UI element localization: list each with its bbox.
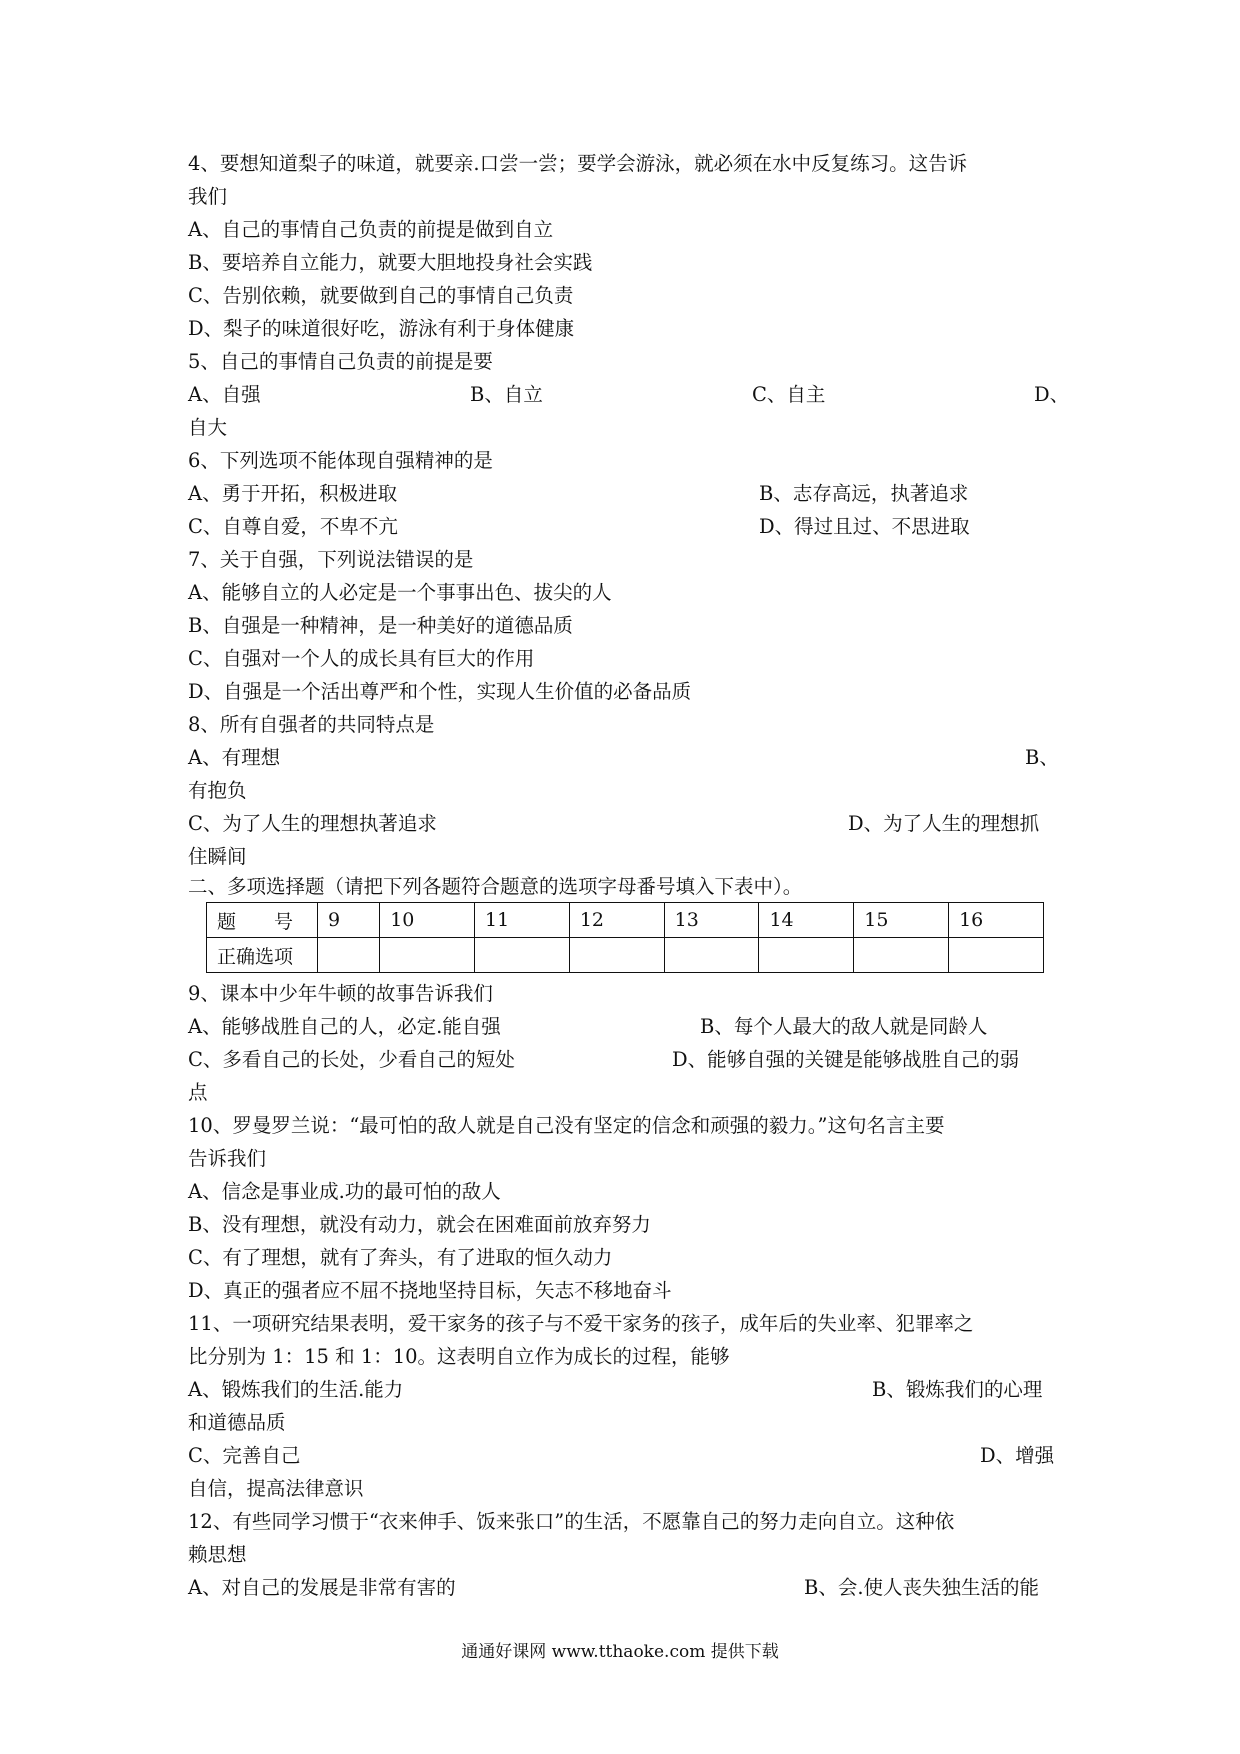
question-number-cell: 9: [318, 903, 380, 938]
q9-option-a: A、能够战胜自己的人，必定.能自强: [188, 1015, 501, 1038]
q7-option-a: A、能够自立的人必定是一个事事出色、拔尖的人: [188, 581, 612, 604]
q10-stem-line2: 告诉我们: [188, 1147, 267, 1170]
answer-table: [206, 902, 1044, 973]
q12-option-a: A、对自己的发展是非常有害的: [188, 1576, 456, 1599]
q5-option-d-text: 自大: [188, 416, 228, 439]
q8-stem: 8、所有自强者的共同特点是: [188, 713, 435, 736]
q8-option-d-part1: D、为了人生的理想抓: [848, 812, 1040, 835]
q11-option-d-part1: D、增强: [980, 1444, 1055, 1467]
q8-option-b-label: B、: [1025, 746, 1059, 769]
q11-option-c: C、完善自己: [188, 1444, 301, 1467]
question-number-cell: 10: [380, 903, 475, 938]
q6-stem: 6、下列选项不能体现自强精神的是: [188, 449, 493, 472]
q10-option-a: A、信念是事业成.功的最可怕的敌人: [188, 1180, 501, 1203]
question-number-label: 题 号: [207, 903, 318, 938]
q5-option-d-label: D、: [1034, 383, 1070, 406]
question-number-cell: 14: [759, 903, 854, 938]
answer-blank-cell[interactable]: [664, 938, 759, 973]
q11-option-a: A、锻炼我们的生活.能力: [188, 1378, 404, 1401]
q11-stem-line2: 比分别为 1：15 和 1：10。这表明自立作为成长的过程，能够: [188, 1345, 730, 1368]
question-number-cell: 12: [569, 903, 664, 938]
question-number-cell: 15: [854, 903, 949, 938]
q8-option-c: C、为了人生的理想执著追求: [188, 812, 437, 835]
q10-option-b: B、没有理想，就没有动力，就会在困难面前放弃努力: [188, 1213, 651, 1236]
question-number-cell: 11: [475, 903, 570, 938]
section2-heading: 二、多项选择题（请把下列各题符合题意的选项字母番号填入下表中）。: [188, 875, 803, 898]
q8-option-b-text: 有抱负: [188, 779, 247, 802]
q6-option-d: D、得过且过、不思进取: [759, 515, 970, 538]
q9-option-d-part1: D、能够自强的关键是能够战胜自己的弱: [672, 1048, 1020, 1071]
q11-option-b-part1: B、锻炼我们的心理: [872, 1378, 1043, 1401]
q5-option-a: A、自强: [188, 383, 261, 406]
q10-option-c: C、有了理想，就有了奔头，有了进取的恒久动力: [188, 1246, 613, 1269]
answer-blank-cell[interactable]: [759, 938, 854, 973]
answer-blank-cell[interactable]: [475, 938, 570, 973]
q11-option-d-part2: 自信，提高法律意识: [188, 1477, 364, 1500]
q9-option-b: B、每个人最大的敌人就是同龄人: [700, 1015, 988, 1038]
correct-option-label: 正确选项: [207, 938, 318, 973]
q5-option-b: B、自立: [470, 383, 543, 406]
answer-table-header-row: [207, 903, 1044, 938]
q6-option-c: C、自尊自爱，不卑不亢: [188, 515, 398, 538]
q4-stem-line1: 4、要想知道梨子的味道，就要亲.口尝一尝；要学会游泳，就必须在水中反复练习。这告诉: [188, 152, 968, 175]
answer-blank-cell[interactable]: [380, 938, 475, 973]
q8-option-d-part2: 住瞬间: [188, 845, 247, 868]
q9-option-d-part2: 点: [188, 1081, 208, 1104]
q4-option-a: A、自己的事情自己负责的前提是做到自立: [188, 218, 554, 241]
q10-stem-line1: 10、罗曼罗兰说：“最可怕的敌人就是自己没有坚定的信念和顽强的毅力。”这句名言主要: [188, 1114, 945, 1137]
q12-option-b: B、会.使人丧失独生活的能: [804, 1576, 1040, 1599]
q7-option-c: C、自强对一个人的成长具有巨大的作用: [188, 647, 535, 670]
q11-stem-line1: 11、一项研究结果表明，爱干家务的孩子与不爱干家务的孩子，成年后的失业率、犯罪率之: [188, 1312, 974, 1335]
q5-option-c: C、自主: [752, 383, 826, 406]
q6-option-b: B、志存高远，执著追求: [759, 482, 969, 505]
q12-stem-line1: 12、有些同学习惯于“衣来伸手、饭来张口”的生活，不愿靠自己的努力走向自立。这种依: [188, 1510, 955, 1533]
q11-option-b-part2: 和道德品质: [188, 1411, 286, 1434]
q10-option-d: D、真正的强者应不屈不挠地坚持目标，矢志不移地奋斗: [188, 1279, 672, 1302]
question-number-cell: 13: [664, 903, 759, 938]
answer-blank-cell[interactable]: [318, 938, 380, 973]
q7-option-b: B、自强是一种精神，是一种美好的道德品质: [188, 614, 573, 637]
q4-option-b: B、要培养自立能力，就要大胆地投身社会实践: [188, 251, 593, 274]
answer-blank-cell[interactable]: [949, 938, 1044, 973]
q12-stem-line2: 赖思想: [188, 1543, 247, 1566]
q7-stem: 7、关于自强，下列说法错误的是: [188, 548, 474, 571]
q4-option-d: D、梨子的味道很好吃，游泳有利于身体健康: [188, 317, 575, 340]
q6-option-a: A、勇于开拓，积极进取: [188, 482, 398, 505]
q5-stem: 5、自己的事情自己负责的前提是要: [188, 350, 493, 373]
q4-stem-line2: 我们: [188, 185, 228, 208]
question-number-cell: 16: [949, 903, 1044, 938]
q9-option-c: C、多看自己的长处，少看自己的短处: [188, 1048, 515, 1071]
answer-blank-cell[interactable]: [569, 938, 664, 973]
answer-table-answer-row: [207, 938, 1044, 973]
page-footer: 通通好课网 www.tthaoke.com 提供下载: [461, 1642, 779, 1662]
q9-stem: 9、课本中少年牛顿的故事告诉我们: [188, 982, 493, 1005]
answer-blank-cell[interactable]: [854, 938, 949, 973]
q8-option-a: A、有理想: [188, 746, 281, 769]
q4-option-c: C、告别依赖，就要做到自己的事情自己负责: [188, 284, 574, 307]
q7-option-d: D、自强是一个活出尊严和个性，实现人生价值的必备品质: [188, 680, 692, 703]
